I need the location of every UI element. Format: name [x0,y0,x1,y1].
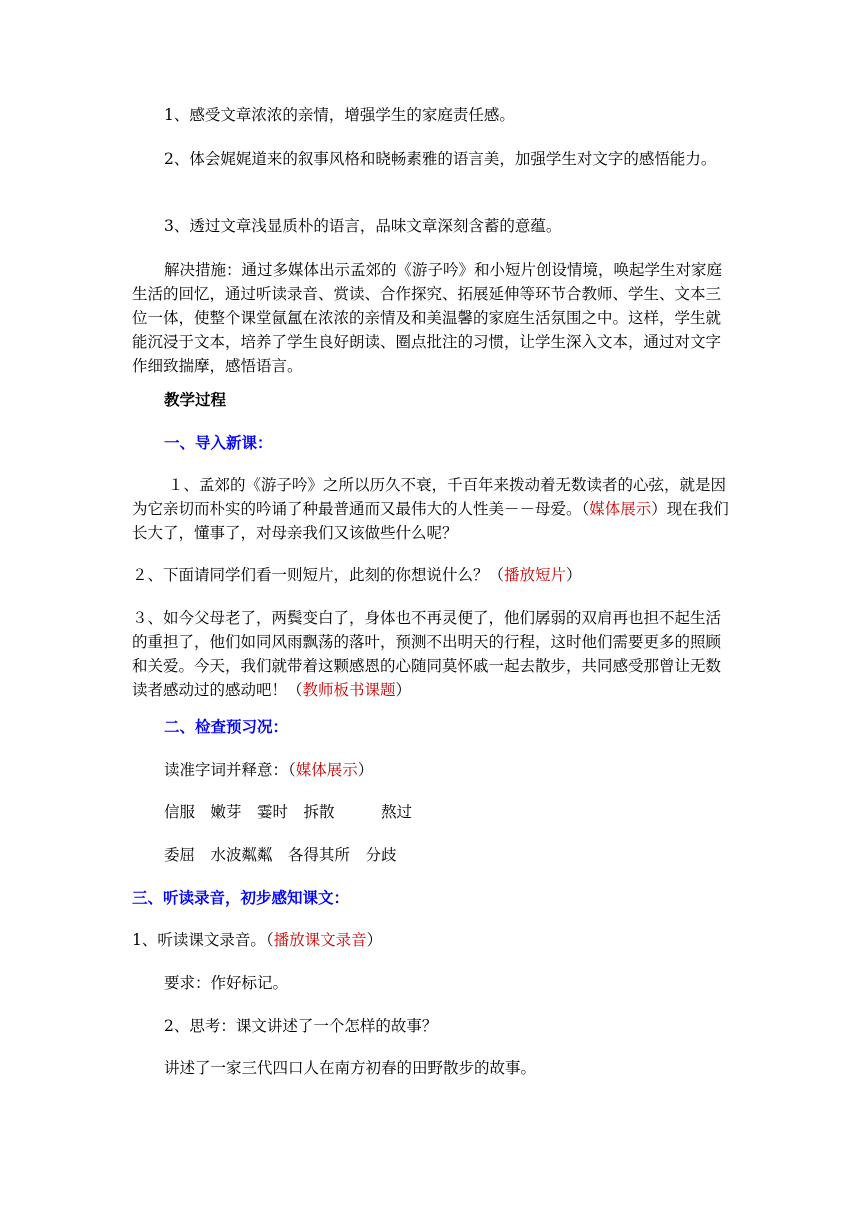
section1-item1-after: ）现在我们长大了，懂事了，对母亲我们又该做些什么呢？ [132,500,729,542]
words-row-1: 信服 嫩芽 霎时 拆散 熬过 [164,803,413,821]
section3-item1-after: ） [366,931,383,949]
section2-intro [132,758,732,782]
section1-item1-note: 媒体展示 [589,500,652,518]
section1-item2-note: 播放短片 [504,566,567,584]
objective-1: 1、感受文章浓浓的亲情，增强学生的家庭责任感。 [164,106,515,124]
section3-heading: 三、听读录音，初步感知课文： [132,888,350,907]
section2-intro-after: ） [357,761,374,779]
section2-intro-text: 读准字词并释意：（ [164,761,296,779]
measures-paragraph: 解决措施：通过多媒体出示孟郊的《游子吟》和小短片创设情境，唤起学生对家庭生活的回忆，通过听读录音、赏读、合作探究、拓展延伸等环节合教师、学生、文本三位一体，使整个课堂氤氲在浓浓的亲情及和美温馨的家庭生活氛围之中。这样，学生就能沉浸于文本，培养了学生良好朗读、圈点批注的习惯，让学生深入文本，通过对文字作细致揣摩，感悟语言。 [132,261,723,375]
process-title: 教学过程 [164,390,227,409]
section3-item1 [132,928,732,952]
words-row-2: 委屈 水波粼粼 各得其所 分歧 [164,846,397,864]
section1-item3-after: ） [395,681,412,699]
objective-3: 3、透过文章浅显质朴的语言，品味文章深刻含蓄的意蕴。 [164,217,562,235]
section3-requirement: 要求：作好标记。 [164,974,289,992]
section1-item2 [132,563,732,587]
section3-answer: 讲述了一家三代四口人在南方初春的田野散步的故事。 [164,1059,537,1077]
section1-item3 [132,606,732,702]
section3-question: 2、思考：课文讲述了一个怎样的故事？ [164,1017,438,1035]
objective-2: 2、体会娓娓道来的叙事风格和晓畅素雅的语言美，加强学生对文字的感悟能力。 [164,150,717,168]
section1-item3-note: 教师板书课题 [302,681,396,699]
section1-item1-text: １、孟郊的《游子吟》之所以历久不衰，千百年来拨动着无数读者的心弦，就是因为它亲切而朴实的吟诵了种最普通而又最伟大的人性美－－母爱。（ [132,476,727,518]
section2-intro-note: 媒体展示 [295,761,358,779]
section3-item1-note: 播放课文录音 [273,931,367,949]
section1-item2-text: ２、下面请同学们看一则短片，此刻的你想说什么？（ [132,566,505,584]
section2-heading: 二、检查预习况： [164,717,289,736]
section1-heading: 一、导入新课： [164,433,273,452]
section1-item3-text: ３、如今父母老了，两鬓变白了，身体也不再灵便了，他们孱弱的双肩再也担不起生活的重担了，他们如同风雨飘荡的落叶，预测不出明天的行程，这时他们需要更多的照顾和关爱。今天，我们就带着这颗感恩的心随同莫怀戚一起去散步，共同感受那曾让无数读者感动过的感动吧！（ [132,609,722,699]
section1-item1 [132,473,732,545]
section3-item1-text: 1、听读课文录音。（ [132,931,274,949]
section1-item2-after: ） [566,566,582,584]
